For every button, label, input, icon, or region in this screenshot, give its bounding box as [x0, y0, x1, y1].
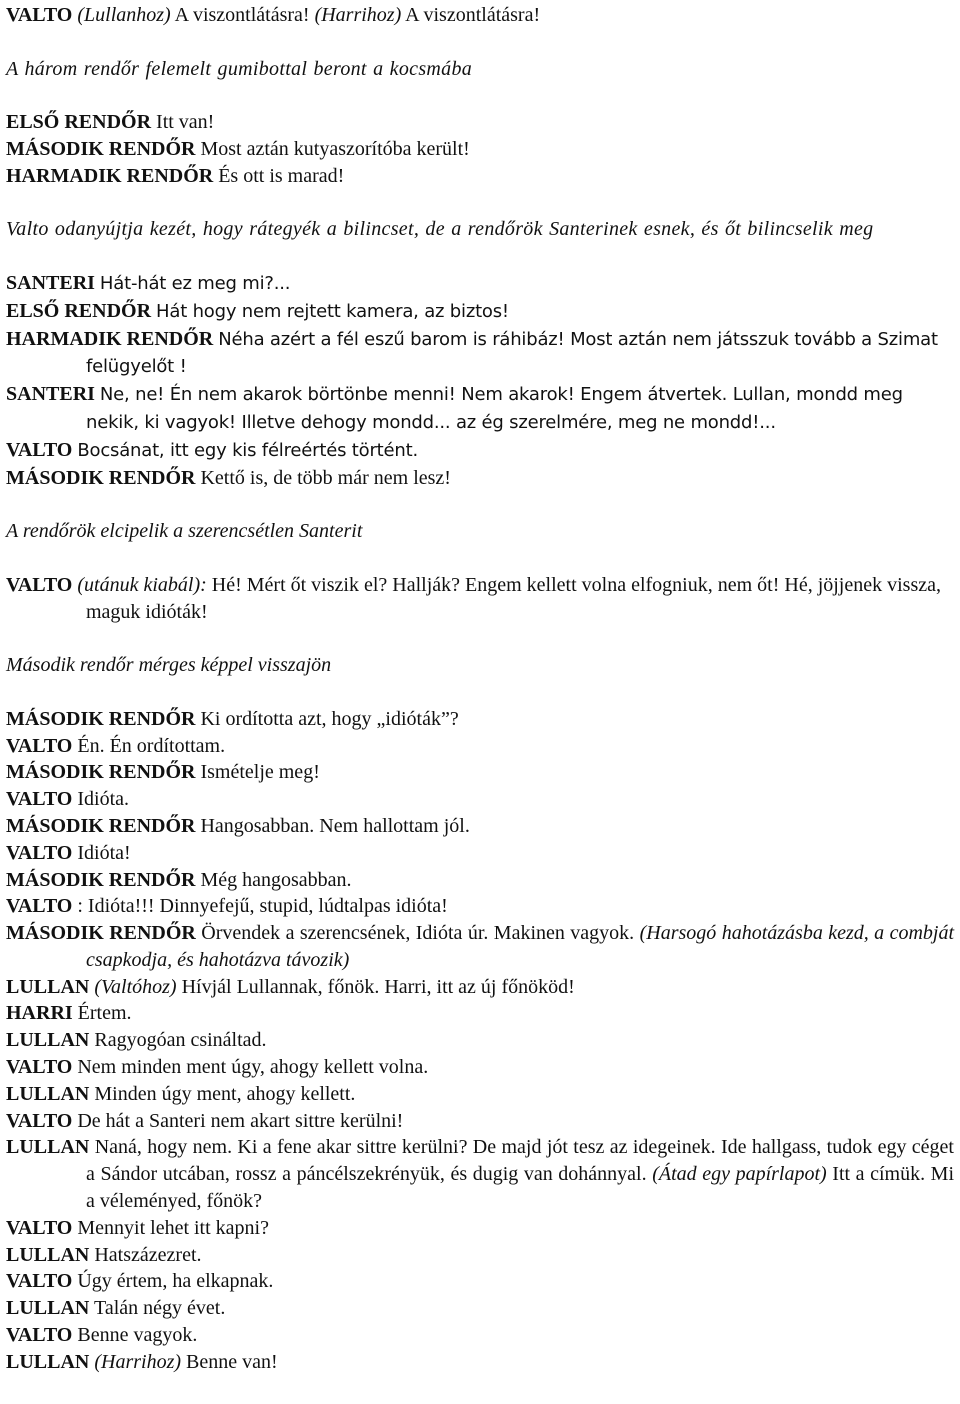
dialogue-text: Hatszázezret. [94, 1243, 202, 1266]
stage-direction: (utánuk kiabál): [77, 573, 207, 596]
dialogue-line [6, 465, 954, 492]
speaker-name: VALTO [6, 1270, 73, 1293]
speaker-name: VALTO [6, 573, 73, 596]
speaker-name: LULLAN [6, 1350, 90, 1373]
dialogue-line [6, 1108, 954, 1135]
dialogue-text: Talán négy évet. [94, 1297, 226, 1320]
dialogue-line [6, 572, 954, 626]
dialogue-text: Bocsánat, itt egy kis félreértés történt. [77, 439, 418, 461]
dialogue-text: Benne van! [186, 1350, 278, 1373]
dialogue-text: Most aztán kutyaszorítóba került! [200, 137, 470, 160]
dialogue-text: Hát-hát ez meg mi?... [99, 272, 291, 294]
dialogue-line [6, 1268, 954, 1295]
stage-direction-paragraph: A három rendőr felemelt gumibottal beront a kocsmába [6, 57, 473, 80]
stage-direction-paragraph: A rendőrök elcipelik a szerencsétlen Santerit [6, 520, 363, 543]
speaker-name: MÁSODIK RENDŐR [6, 137, 196, 160]
speaker-name: ELSŐ RENDŐR [6, 111, 152, 134]
speaker-name: MÁSODIK RENDŐR [6, 707, 196, 730]
dialogue-text: Itt van! [156, 111, 215, 134]
speaker-name: SANTERI [6, 383, 95, 406]
dialogue-line [6, 381, 954, 437]
dialogue-text: Hívjál Lullannak, főnök. Harri, itt az új főnököd! [181, 975, 575, 998]
dialogue-text: Értem. [77, 1002, 132, 1025]
dialogue-text: Örvendek a szerencsének, Idióta úr. Makinen vagyok. [201, 922, 635, 945]
dialogue-line [6, 840, 954, 867]
dialogue-text: Ragyogóan csináltad. [94, 1029, 267, 1052]
speaker-name: VALTO [6, 4, 73, 26]
dialogue-line [6, 1349, 954, 1376]
dialogue-text: Én. Én ordítottam. [77, 734, 226, 757]
dialogue-line [6, 813, 954, 840]
dialogue-line [6, 298, 954, 326]
stage-direction-paragraph: Második rendőr mérges képpel visszajön [6, 654, 332, 677]
speaker-name: VALTO [6, 438, 73, 461]
stage-direction: (Valtóhoz) [94, 975, 177, 998]
dialogue-line [6, 1000, 954, 1027]
dialogue-line [6, 136, 954, 163]
dialogue-line [6, 706, 954, 733]
dialogue-text: Ki ordította azt, hogy „idióták”? [200, 707, 459, 730]
speaker-name: MÁSODIK RENDŐR [6, 868, 196, 891]
speaker-name: MÁSODIK RENDŐR [6, 761, 196, 784]
speaker-name: HARMADIK RENDŐR [6, 164, 214, 187]
dialogue-line [6, 1134, 954, 1214]
stage-direction-paragraph: Valto odanyújtja kezét, hogy rátegyék a bilincset, de a rendőrök Santerinek esnek, és őt bilincselik meg [6, 218, 874, 241]
speaker-name: VALTO [6, 788, 73, 811]
dialogue-text: Ismételje meg! [200, 761, 320, 784]
stage-direction: (Átad egy papírlapot) [652, 1163, 827, 1186]
speaker-name: VALTO [6, 895, 73, 918]
dialogue-line [6, 2, 954, 29]
stage-direction: (Harrihoz) [314, 4, 402, 26]
speaker-name: VALTO [6, 734, 73, 757]
dialogue-text: De hát a Santeri nem akart sittre kerülni! [77, 1109, 404, 1132]
stage-direction: (Harsogó hahotázásba kezd, a combját csapkodja, és hahotázva távozik) [86, 922, 955, 971]
dialogue-line [6, 1322, 954, 1349]
dialogue-line [6, 326, 954, 382]
dialogue-text: Néha azért a fél eszű barom is ráhibáz! Most aztán nem játsszuk tovább a Szimat felügyelőt ! [86, 328, 938, 378]
dialogue-line [6, 270, 954, 298]
dialogue-text: Idióta. [77, 788, 130, 811]
dialogue-text: És ott is marad! [218, 164, 345, 187]
dialogue-text: Benne vagyok. [77, 1324, 198, 1347]
speaker-name: VALTO [6, 1056, 73, 1079]
dialogue-text: Kettő is, de több már nem lesz! [200, 466, 451, 489]
dialogue-text: Úgy értem, ha elkapnak. [77, 1270, 274, 1293]
dialogue-line [6, 733, 954, 760]
dialogue-text: Naná, hogy nem. Ki a fene akar sittre kerülni? De majd jót tesz az idegeinek. Ide hallgass, tudok egy céget a Sándor utcában, rossz a páncélszekrényük, és dugig van dohánnyal. [86, 1136, 954, 1186]
dialogue-line [6, 437, 954, 465]
speaker-name: MÁSODIK RENDŐR [6, 466, 196, 489]
dialogue-text: Hangosabban. Nem hallottam jól. [200, 814, 470, 837]
speaker-name: LULLAN [6, 975, 90, 998]
speaker-name: LULLAN [6, 1082, 90, 1105]
dialogue-line [6, 974, 954, 1001]
dialogue-line [6, 1081, 954, 1108]
dialogue-line [6, 1054, 954, 1081]
dialogue-text: Mennyit lehet itt kapni? [77, 1216, 269, 1239]
dialogue-line [6, 1295, 954, 1322]
dialogue-line [6, 1242, 954, 1269]
dialogue-text: A viszontlátásra! [405, 4, 541, 26]
dialogue-text: : Idióta!!! Dinnyefejű, stupid, lúdtalpas idióta! [77, 895, 448, 918]
dialogue-line [6, 759, 954, 786]
stage-direction: (Lullanhoz) [77, 4, 171, 26]
dialogue-line [6, 1215, 954, 1242]
dialogue-text: Még hangosabban. [200, 868, 352, 891]
dialogue-line [6, 893, 954, 920]
speaker-name: VALTO [6, 841, 73, 864]
dialogue-line [6, 109, 954, 136]
dialogue-text: Ne, ne! Én nem akarok börtönbe menni! Nem akarok! Engem átvertek. Lullan, mondd meg nekik, ki vagyok! Illetve dehogy mondd... az ég szerelmére, meg ne mondd!... [86, 384, 903, 433]
dialogue-text: Itt a címük. Mi a véleményed, főnök? [86, 1163, 955, 1213]
dialogue-line [6, 163, 954, 190]
speaker-name: ELSŐ RENDŐR [6, 299, 152, 322]
speaker-name: SANTERI [6, 271, 95, 294]
stage-direction: (Harrihoz) [94, 1350, 182, 1373]
speaker-name: LULLAN [6, 1136, 90, 1159]
speaker-name: VALTO [6, 1216, 73, 1239]
speaker-name: VALTO [6, 1324, 73, 1347]
dialogue-line [6, 867, 954, 894]
speaker-name: HARRI [6, 1002, 73, 1025]
speaker-name: LULLAN [6, 1297, 90, 1320]
speaker-name: LULLAN [6, 1243, 90, 1266]
speaker-name: VALTO [6, 1109, 73, 1132]
dialogue-text: Minden úgy ment, ahogy kellett. [94, 1082, 356, 1105]
dialogue-text: Hát hogy nem rejtett kamera, az biztos! [156, 300, 509, 322]
dialogue-line [6, 920, 954, 974]
speaker-name: LULLAN [6, 1029, 90, 1052]
speaker-name: HARMADIK RENDŐR [6, 327, 214, 350]
speaker-name: MÁSODIK RENDŐR [6, 814, 196, 837]
dialogue-line [6, 786, 954, 813]
dialogue-text: Nem minden ment úgy, ahogy kellett volna. [77, 1056, 429, 1079]
dialogue-line [6, 1027, 954, 1054]
speaker-name: MÁSODIK RENDŐR [6, 922, 196, 945]
dialogue-text: Idióta! [77, 841, 131, 864]
dialogue-text: Hé! Mért őt viszik el? Hallják? Engem kellett volna elfogniuk, nem őt! Hé, jöjjenek vissza, maguk idióták! [86, 573, 941, 623]
dialogue-text: A viszontlátásra! [174, 4, 310, 26]
